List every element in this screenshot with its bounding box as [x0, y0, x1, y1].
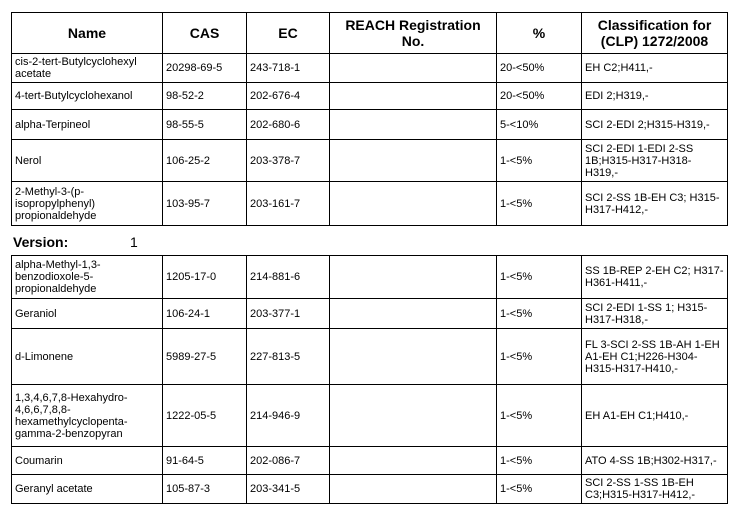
cell-reach [330, 447, 497, 475]
cell-cas: 5989-27-5 [163, 329, 247, 385]
cell-classification: FL 3-SCI 2-SS 1B-AH 1-EH A1-EH C1;H226-H304-H315-H317-H410,- [582, 329, 728, 385]
cell-classification: SCI 2-EDI 1-EDI 2-SS 1B;H315-H317-H318-H319,- [582, 140, 728, 182]
cell-percent: 1-<5% [497, 299, 582, 329]
cell-reach [330, 299, 497, 329]
table-row [12, 83, 728, 110]
cell-ec: 214-946-9 [247, 385, 330, 447]
composition-table-bottom [11, 255, 728, 504]
cell-reach [330, 329, 497, 385]
cell-percent: 1-<5% [497, 385, 582, 447]
cell-ec: 202-086-7 [247, 447, 330, 475]
cell-name: cis-2-tert-Butylcyclohexyl acetate [12, 54, 163, 83]
cell-cas: 103-95-7 [163, 182, 247, 226]
cell-ec: 227-813-5 [247, 329, 330, 385]
header-row [12, 13, 728, 54]
cell-classification: EH C2;H411,- [582, 54, 728, 83]
cell-cas: 20298-69-5 [163, 54, 247, 83]
cell-ec: 243-718-1 [247, 54, 330, 83]
cell-cas: 106-24-1 [163, 299, 247, 329]
cell-name: Geranyl acetate [12, 475, 163, 504]
cell-name: alpha-Methyl-1,3-benzodioxole-5-propionaldehyde [12, 256, 163, 299]
cell-classification: SCI 2-SS 1-SS 1B-EH C3;H315-H317-H412,- [582, 475, 728, 504]
header-reach: REACH Registration No. [330, 13, 497, 54]
cell-cas: 91-64-5 [163, 447, 247, 475]
cell-percent: 1-<5% [497, 140, 582, 182]
cell-percent: 20-<50% [497, 83, 582, 110]
cell-ec: 202-676-4 [247, 83, 330, 110]
cell-name: alpha-Terpineol [12, 110, 163, 140]
cell-classification: SCI 2-SS 1B-EH C3; H315-H317-H412,- [582, 182, 728, 226]
table-row [12, 475, 728, 504]
composition-table-top [11, 12, 728, 226]
cell-reach [330, 140, 497, 182]
cell-ec: 202-680-6 [247, 110, 330, 140]
cell-name: Coumarin [12, 447, 163, 475]
cell-ec: 203-341-5 [247, 475, 330, 504]
version-value: 1 [130, 234, 138, 250]
cell-classification: EDI 2;H319,- [582, 83, 728, 110]
table-row [12, 182, 728, 226]
cell-classification: SS 1B-REP 2-EH C2; H317-H361-H411,- [582, 256, 728, 299]
cell-name: 1,3,4,6,7,8-Hexahydro-4,6,6,7,8,8-hexamethylcyclopenta-gamma-2-benzopyran [12, 385, 163, 447]
cell-percent: 1-<5% [497, 329, 582, 385]
cell-ec: 203-377-1 [247, 299, 330, 329]
table-row [12, 256, 728, 299]
cell-percent: 1-<5% [497, 182, 582, 226]
cell-percent: 5-<10% [497, 110, 582, 140]
cell-classification: EH A1-EH C1;H410,- [582, 385, 728, 447]
cell-ec: 203-378-7 [247, 140, 330, 182]
cell-reach [330, 110, 497, 140]
version-label: Version: [13, 234, 69, 250]
cell-classification: ATO 4-SS 1B;H302-H317,- [582, 447, 728, 475]
cell-name: d-Limonene [12, 329, 163, 385]
cell-ec: 214-881-6 [247, 256, 330, 299]
header-ec: EC [247, 13, 330, 54]
table-row [12, 447, 728, 475]
cell-name: 2-Methyl-3-(p-isopropylphenyl) propionaldehyde [12, 182, 163, 226]
cell-reach [330, 182, 497, 226]
table-row [12, 299, 728, 329]
cell-name: Geraniol [12, 299, 163, 329]
cell-name: 4-tert-Butylcyclohexanol [12, 83, 163, 110]
cell-reach [330, 475, 497, 504]
cell-name: Nerol [12, 140, 163, 182]
table-row [12, 140, 728, 182]
header-cas: CAS [163, 13, 247, 54]
cell-cas: 105-87-3 [163, 475, 247, 504]
cell-reach [330, 83, 497, 110]
table-row [12, 329, 728, 385]
cell-cas: 98-55-5 [163, 110, 247, 140]
cell-reach [330, 54, 497, 83]
cell-reach [330, 256, 497, 299]
cell-percent: 1-<5% [497, 447, 582, 475]
cell-cas: 98-52-2 [163, 83, 247, 110]
cell-percent: 1-<5% [497, 256, 582, 299]
table-row [12, 110, 728, 140]
table-row [12, 385, 728, 447]
cell-cas: 1222-05-5 [163, 385, 247, 447]
cell-classification: SCI 2-EDI 1-SS 1; H315-H317-H318,- [582, 299, 728, 329]
header-percent: % [497, 13, 582, 54]
cell-reach [330, 385, 497, 447]
cell-percent: 20-<50% [497, 54, 582, 83]
cell-ec: 203-161-7 [247, 182, 330, 226]
cell-percent: 1-<5% [497, 475, 582, 504]
table-row [12, 54, 728, 83]
cell-cas: 106-25-2 [163, 140, 247, 182]
cell-cas: 1205-17-0 [163, 256, 247, 299]
cell-classification: SCI 2-EDI 2;H315-H319,- [582, 110, 728, 140]
header-name: Name [12, 13, 163, 54]
header-classification: Classification for (CLP) 1272/2008 [582, 13, 728, 54]
